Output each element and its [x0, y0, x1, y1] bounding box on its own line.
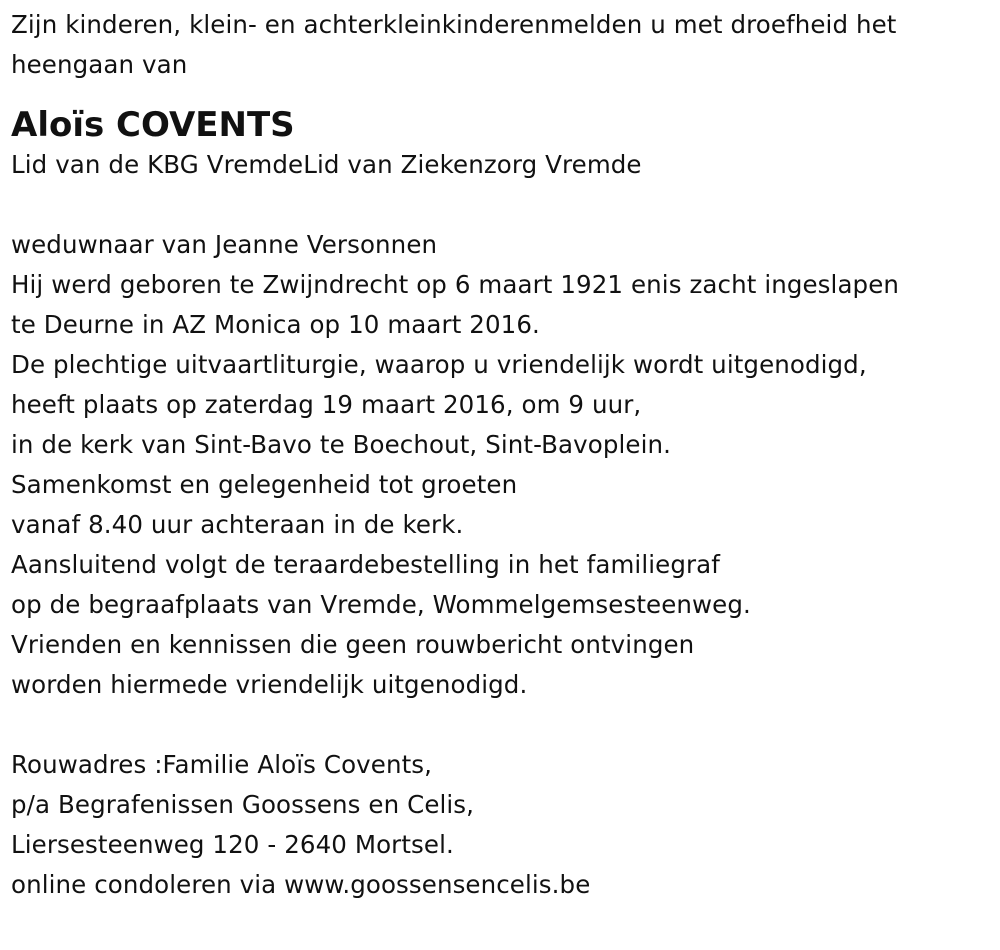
- deceased-name: Aloïs COVENTS: [11, 105, 295, 145]
- body-line: Samenkomst en gelegenheid tot groeten: [11, 470, 518, 499]
- address-line: Rouwadres :Familie Aloïs Covents,: [11, 750, 433, 779]
- body-line: weduwnaar van Jeanne Versonnen: [11, 230, 438, 259]
- intro-line: heengaan van: [11, 50, 188, 79]
- death-notice: [11, 5, 991, 905]
- memberships: Lid van de KBG VremdeLid van Ziekenzorg Vremde: [11, 150, 642, 179]
- mourning-address: [11, 745, 991, 905]
- condolence-link-line: online condoleren via www.goossensencelis.be: [11, 870, 591, 899]
- body-line: te Deurne in AZ Monica op 10 maart 2016.: [11, 310, 540, 339]
- address-line: p/a Begrafenissen Goossens en Celis,: [11, 790, 475, 819]
- body-line: vanaf 8.40 uur achteraan in de kerk.: [11, 510, 464, 539]
- body-line: op de begraafplaats van Vremde, Wommelgemsesteenweg.: [11, 590, 751, 619]
- spacer: [11, 185, 991, 225]
- body-line: Hij werd geboren te Zwijndrecht op 6 maart 1921 enis zacht ingeslapen: [11, 270, 900, 299]
- body-line: De plechtige uitvaartliturgie, waarop u vriendelijk wordt uitgenodigd,: [11, 350, 867, 379]
- intro-text: [11, 5, 991, 85]
- body-line: in de kerk van Sint-Bavo te Boechout, Sint-Bavoplein.: [11, 430, 672, 459]
- body-line: worden hiermede vriendelijk uitgenodigd.: [11, 670, 528, 699]
- body-line: Vrienden en kennissen die geen rouwbericht ontvingen: [11, 630, 695, 659]
- intro-line: Zijn kinderen, klein- en achterkleinkinderenmelden u met droefheid het: [11, 10, 897, 39]
- address-line: Liersesteenweg 120 - 2640 Mortsel.: [11, 830, 454, 859]
- spacer: [11, 705, 991, 745]
- body-line: Aansluitend volgt de teraardebestelling in het familiegraf: [11, 550, 720, 579]
- notice-body: [11, 225, 991, 705]
- body-line: heeft plaats op zaterdag 19 maart 2016, om 9 uur,: [11, 390, 642, 419]
